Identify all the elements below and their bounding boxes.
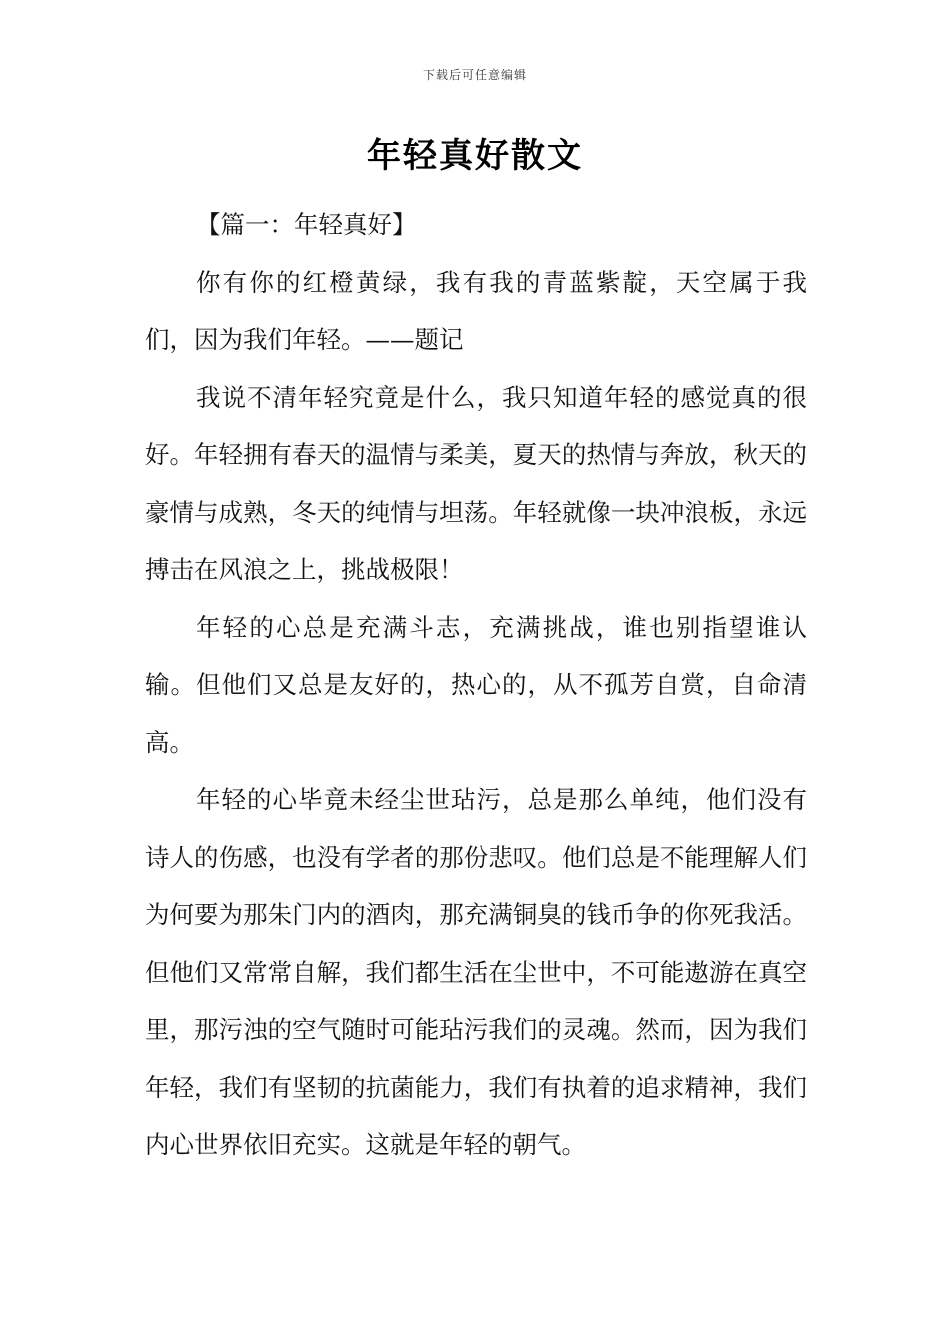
page-title: 年轻真好散文 [367, 136, 583, 176]
page-header-note: 下载后可任意编辑 [422, 68, 527, 82]
paragraph: 年轻的心总是充满斗志，充满挑战，谁也别指望谁认输。但他们又总是友好的，热心的，从不孤芳自赏，自命清高。 [145, 612, 807, 757]
paragraph: 我说不清年轻究竟是什么，我只知道年轻的感觉真的很好。年轻拥有春天的温情与柔美，夏天的热情与奔放，秋天的豪情与成熟，冬天的纯情与坦荡。年轻就像一块冲浪板，永远搏击在风浪之上，挑战极限！ [145, 382, 807, 584]
paragraph: 年轻的心毕竟未经尘世玷污，总是那么单纯，他们没有诗人的伤感，也没有学者的那份悲叹。他们总是不能理解人们为何要为那朱门内的酒肉，那充满铜臭的钱币争的你死我活。但他们又常常自解，我们都生活在尘世中，不可能遨游在真空里，那污浊的空气随时可能玷污我们的灵魂。然而，因为我们年轻，我们有坚韧的抗菌能力，我们有执着的追求精神，我们内心世界依旧充实。这就是年轻的朝气。 [145, 785, 807, 1159]
document-body [145, 196, 807, 1174]
paragraph-epigraph: 你有你的红橙黄绿，我有我的青蓝紫靛，天空属于我们，因为我们年轻。——题记 [145, 267, 807, 354]
section-heading: 【篇一：年轻真好】 [196, 210, 417, 239]
